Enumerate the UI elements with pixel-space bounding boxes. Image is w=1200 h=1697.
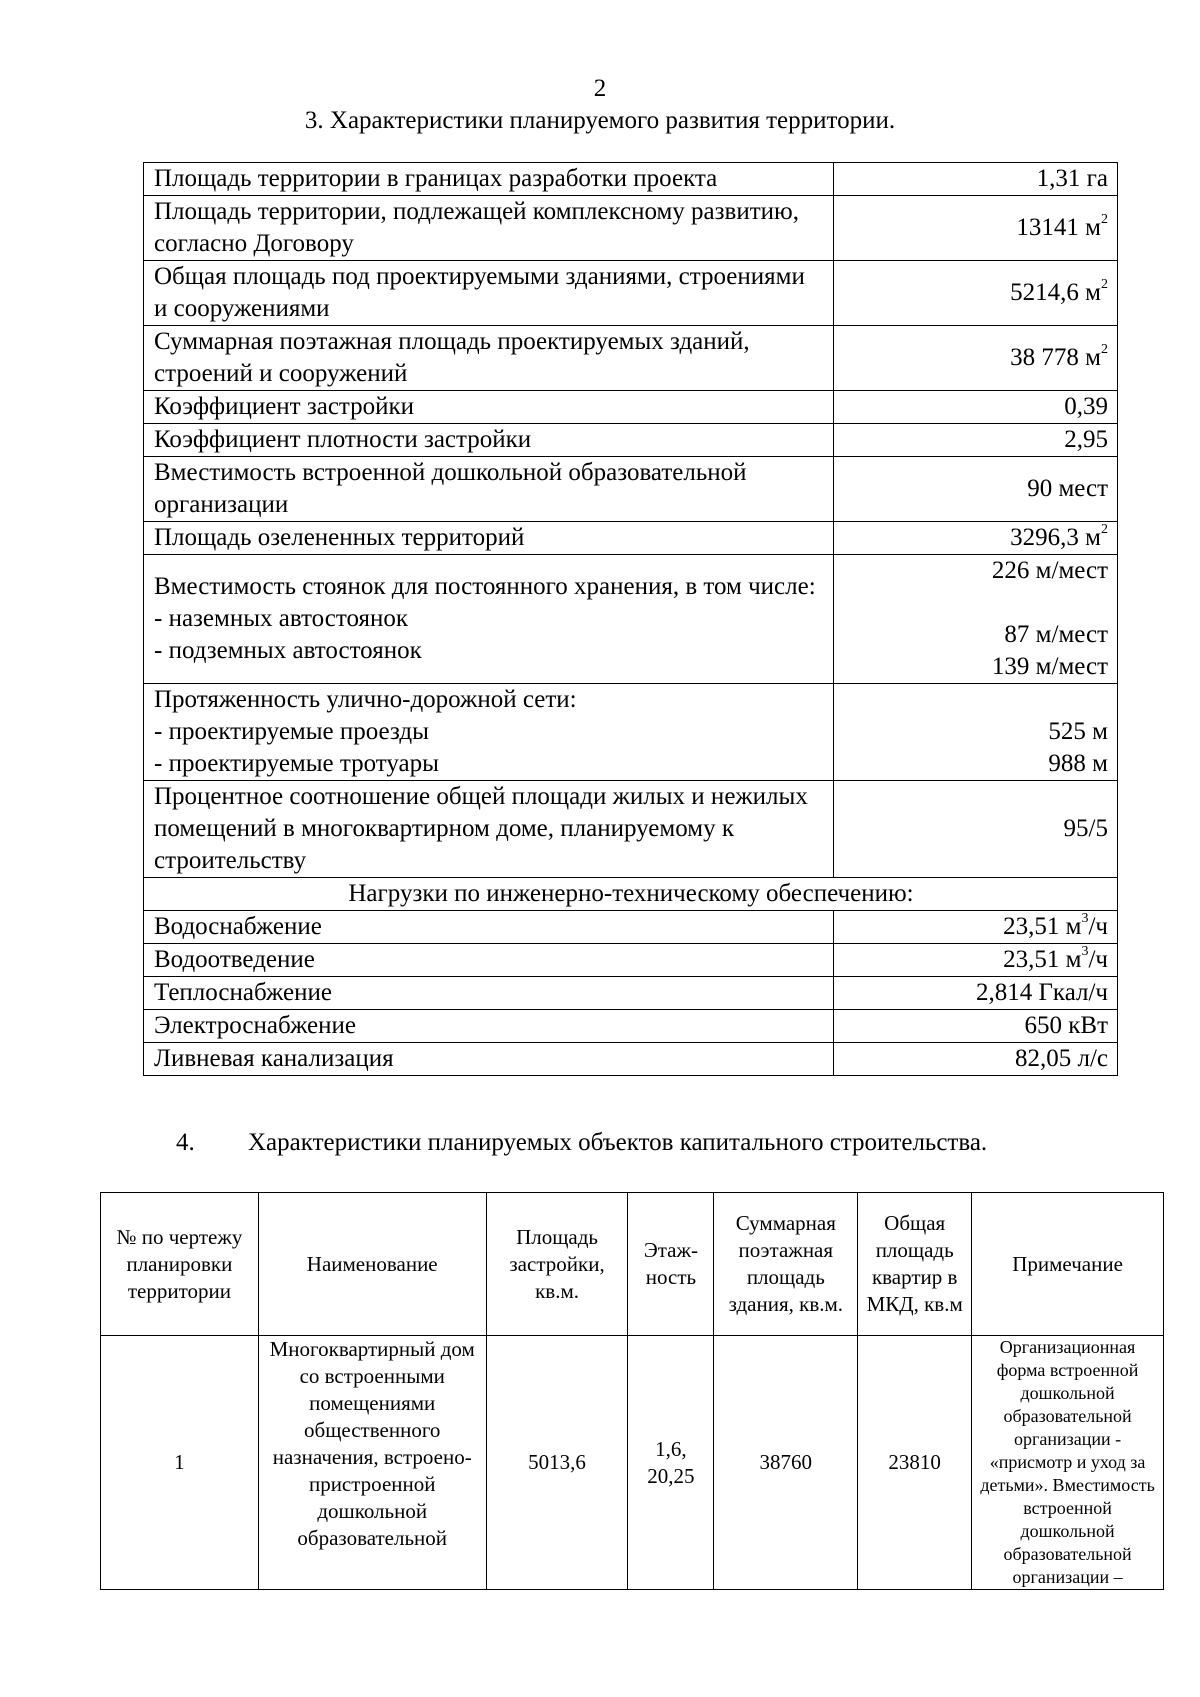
value-text: 38 778 м (1010, 344, 1101, 371)
territory-characteristics-table (143, 162, 1118, 1076)
header-floors: Этаж-ность (628, 1193, 714, 1336)
cell-num: 1 (101, 1336, 259, 1590)
roads-drives-value: 525 м (1048, 718, 1108, 745)
value-text: 23,51 м (1003, 946, 1082, 973)
row-label: Водоснабжение (144, 911, 834, 944)
row-label: Коэффициент застройки (144, 391, 834, 424)
parking-label (144, 555, 834, 684)
header-total-floor-area: Суммарная поэтажная площадь здания, кв.м. (714, 1193, 858, 1336)
table-row (101, 1336, 1164, 1590)
roads-label-main: Протяженность улично-дорожной сети: (154, 686, 577, 713)
cell-note: Организационная форма встроенной дошкольной образовательной организации - «присмотр и уход за детьми». Вместимость встроенной дошкольной образовательной организации – (972, 1336, 1164, 1590)
table-row (144, 911, 1118, 944)
row-value: 0,39 (834, 391, 1118, 424)
row-label: Вместимость встроенной дошкольной образовательной организации (144, 457, 834, 522)
row-value: 2,814 Гкал/ч (834, 977, 1118, 1010)
header-apartments-area: Общая площадь квартир в МКД, кв.м (858, 1193, 972, 1336)
value-superscript: 3 (1081, 910, 1089, 926)
table-section-row (144, 878, 1118, 911)
value-text: 23,51 м (1003, 913, 1082, 940)
section-4-title-text: Характеристики планируемых объектов капитального строительства. (248, 1129, 988, 1156)
row-value: 90 мест (834, 457, 1118, 522)
table-row (144, 977, 1118, 1010)
capital-construction-table (100, 1192, 1164, 1590)
row-label: Площадь озелененных территорий (144, 522, 834, 555)
spacer (844, 587, 1108, 619)
row-label: Площадь территории, подлежащей комплексному развитию, согласно Договору (144, 196, 834, 261)
row-label: Электроснабжение (144, 1010, 834, 1043)
table-row (144, 781, 1118, 878)
row-value (834, 944, 1118, 977)
table-row (144, 944, 1118, 977)
parking-ground-value: 87 м/мест (1004, 621, 1108, 648)
table-row (144, 1043, 1118, 1076)
table-row (144, 261, 1118, 326)
table-row (144, 163, 1118, 196)
table-row (144, 391, 1118, 424)
roads-sidewalks-value: 988 м (1048, 750, 1108, 777)
value-superscript: 2 (1101, 341, 1108, 357)
table-row (144, 457, 1118, 522)
table-row-roads (144, 684, 1118, 781)
roads-label-drives: - проектируемые проезды (154, 718, 429, 745)
row-value (834, 261, 1118, 326)
value-text: 3296,3 м (1010, 524, 1101, 551)
roads-label-sidewalks: - проектируемые тротуары (154, 750, 439, 777)
value-text: 5214,6 м (1010, 279, 1101, 306)
row-value (834, 911, 1118, 944)
cell-name: Многоквартирный дом со встроенными помещениями общественного назначения, встроено-пристроенной дошкольной образовательной (258, 1336, 486, 1590)
parking-underground-value: 139 м/мест (991, 653, 1108, 680)
table-row (144, 522, 1118, 555)
value-superscript: 3 (1081, 943, 1089, 959)
row-label: Процентное соотношение общей площади жилых и нежилых помещений в многоквартирном доме, планируемому к строительству (144, 781, 834, 878)
header-area: Площадь застройки, кв.м. (486, 1193, 628, 1336)
header-num: № по чертежу планировки территории (101, 1193, 259, 1336)
row-label: Площадь территории в границах разработки проекта (144, 163, 834, 196)
section-3-title: 3. Характеристики планируемого развития территории. (304, 107, 896, 134)
table-row-parking (144, 555, 1118, 684)
value-superscript: 2 (1101, 521, 1108, 537)
cell-floors: 1,6, 20,25 (628, 1336, 714, 1590)
table-row (144, 1010, 1118, 1043)
parking-values (834, 555, 1118, 684)
table-row (144, 424, 1118, 457)
value-suffix: /ч (1088, 913, 1108, 940)
section-4-number: 4. (176, 1129, 195, 1156)
roads-values (834, 684, 1118, 781)
row-value: 1,31 га (834, 163, 1118, 196)
value-superscript: 2 (1101, 276, 1108, 292)
row-label: Ливневая канализация (144, 1043, 834, 1076)
row-value: 82,05 л/с (834, 1043, 1118, 1076)
parking-total-value: 226 м/мест (991, 557, 1108, 584)
page-number: 2 (593, 75, 607, 102)
cell-area: 5013,6 (486, 1336, 628, 1590)
roads-label (144, 684, 834, 781)
row-value (834, 196, 1118, 261)
cell-apartments-area: 23810 (858, 1336, 972, 1590)
row-label: Коэффициент плотности застройки (144, 424, 834, 457)
spacer (844, 684, 1108, 716)
row-value: 650 кВт (834, 1010, 1118, 1043)
row-label: Водоотведение (144, 944, 834, 977)
row-value: 95/5 (834, 781, 1118, 878)
row-label: Суммарная поэтажная площадь проектируемых зданий, строений и сооружений (144, 326, 834, 391)
row-value (834, 326, 1118, 391)
table-row (144, 326, 1118, 391)
row-value: 2,95 (834, 424, 1118, 457)
cell-total-floor-area: 38760 (714, 1336, 858, 1590)
parking-label-underground: - подземных автостоянок (154, 637, 422, 664)
row-label: Общая площадь под проектируемыми зданиями, строениями и сооружениями (144, 261, 834, 326)
section-4-title (176, 1128, 987, 1158)
row-value (834, 522, 1118, 555)
value-suffix: /ч (1088, 946, 1108, 973)
parking-label-main: Вместимость стоянок для постоянного хранения, в том числе: (154, 573, 816, 600)
table-row (144, 196, 1118, 261)
loads-header: Нагрузки по инженерно-техническому обеспечению: (144, 878, 1118, 911)
value-text: 13141 м (1016, 214, 1101, 241)
table-header-row (101, 1193, 1164, 1336)
value-superscript: 2 (1101, 211, 1108, 227)
row-label: Теплоснабжение (144, 977, 834, 1010)
header-note: Примечание (972, 1193, 1164, 1336)
parking-label-ground: - наземных автостоянок (154, 605, 409, 632)
header-name: Наименование (258, 1193, 486, 1336)
